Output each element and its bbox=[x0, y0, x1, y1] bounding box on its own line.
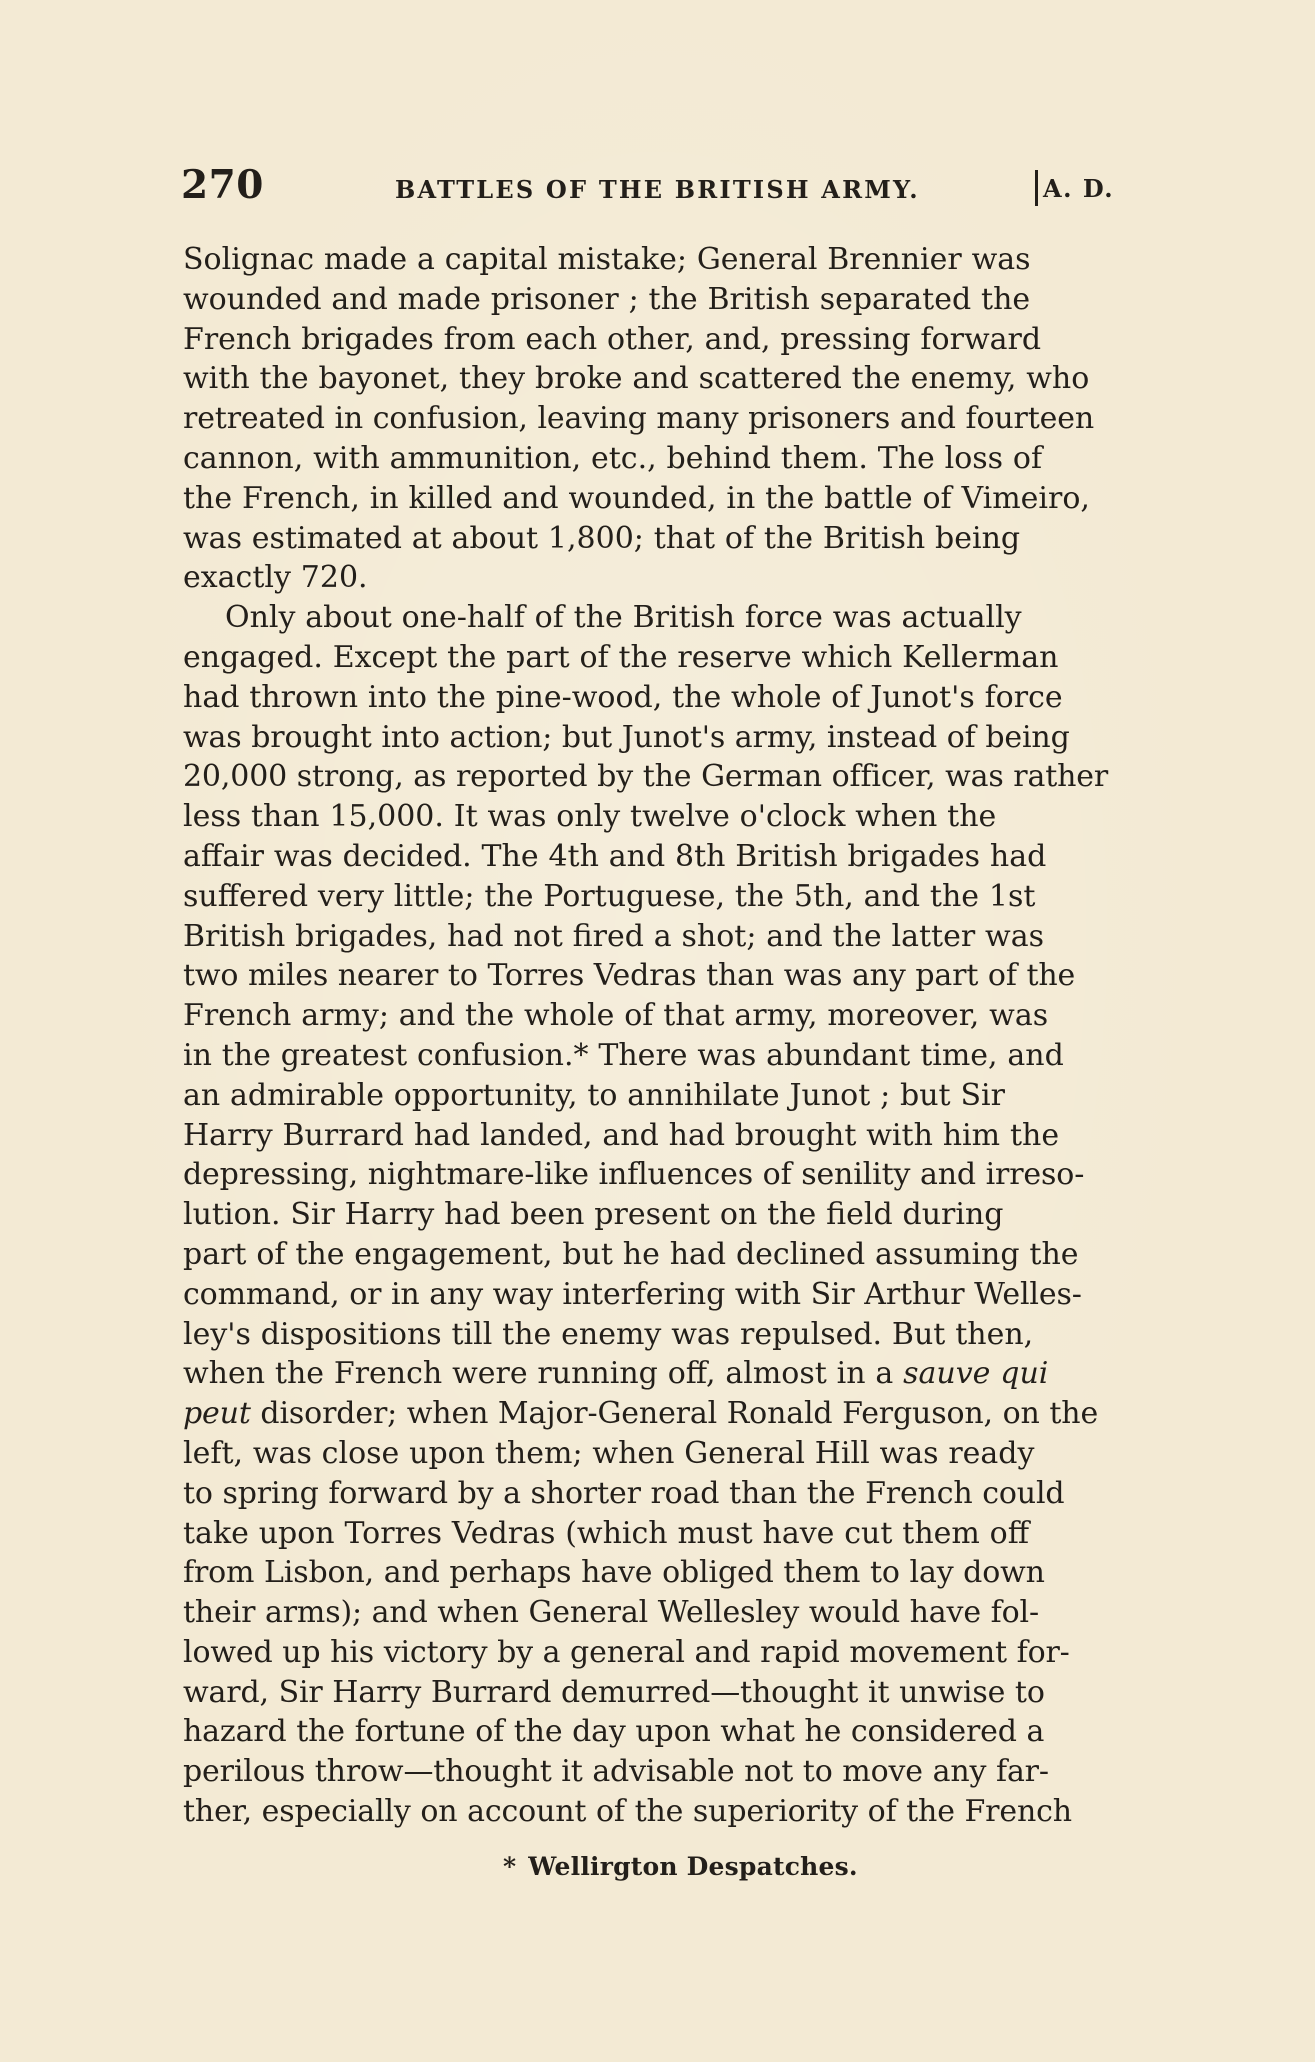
text-line-39: perilous throw—thought it advisable not to move any far- bbox=[183, 1754, 1049, 1790]
text-line-12: had thrown into the pine-wood, the whole of Junot's force bbox=[183, 679, 1063, 715]
text-line-17: suffered very little; the Portuguese, the 5th, and the 1st bbox=[183, 878, 1036, 914]
footnote-text: Wellirgton Despatches. bbox=[528, 1852, 858, 1881]
text-line-37: ward, Sir Harry Burrard demurred—thought it unwise to bbox=[183, 1674, 1045, 1710]
text-line-9: exactly 720. bbox=[183, 560, 368, 596]
text-line-40: ther, especially on account of the superiority of the French bbox=[183, 1794, 1072, 1830]
text-line-6: cannon, with ammunition, etc., behind them. The loss of bbox=[183, 440, 1043, 476]
text-line-26: part of the engagement, but he had declined assuming the bbox=[183, 1236, 1079, 1272]
text-line-7: the French, in killed and wounded, in the battle of Vimeiro, bbox=[183, 480, 1090, 516]
text-line-31: left, was close upon them; when General Hill was ready bbox=[183, 1435, 1035, 1471]
text-line-11: engaged. Except the part of the reserve which Kellerman bbox=[183, 639, 1059, 675]
text-line-16: affair was decided. The 4th and 8th British brigades had bbox=[183, 838, 1047, 874]
text-line-38: hazard the fortune of the day upon what he considered a bbox=[183, 1714, 1045, 1750]
italic-phrase-peut: peut bbox=[183, 1396, 251, 1432]
text-line-36: lowed up his victory by a general and rapid movement for- bbox=[183, 1634, 1070, 1670]
body-text bbox=[183, 240, 1183, 1832]
text-line-5: retreated in confusion, leaving many prisoners and fourteen bbox=[183, 401, 1095, 437]
text-line-29 bbox=[183, 1354, 1183, 1394]
text-line-35: their arms); and when General Wellesley would have fol- bbox=[183, 1595, 1039, 1631]
footnote-marker: * bbox=[503, 1852, 517, 1881]
text-line-23: Harry Burrard had landed, and had brought with him the bbox=[183, 1117, 1060, 1153]
running-title: BATTLES OF THE BRITISH ARMY. bbox=[395, 175, 920, 204]
text-line-34: from Lisbon, and perhaps have obliged them to lay down bbox=[183, 1555, 1045, 1591]
text-line-2: wounded and made prisoner ; the British separated the bbox=[183, 281, 1031, 317]
text-line-21: in the greatest confusion.* There was abundant time, and bbox=[183, 1037, 1064, 1073]
italic-phrase-sauve-qui: sauve qui bbox=[903, 1356, 1049, 1392]
text-line-30-roman: disorder; when Major-General Ronald Ferguson, on the bbox=[250, 1396, 1099, 1432]
text-line-13: was brought into action; but Junot's army, instead of being bbox=[183, 719, 1070, 755]
text-line-20: French army; and the whole of that army, moreover, was bbox=[183, 998, 1049, 1034]
text-line-30 bbox=[183, 1394, 1183, 1434]
text-line-14: 20,000 strong, as reported by the German officer, was rather bbox=[183, 759, 1109, 795]
date-label: A. D. bbox=[1043, 174, 1115, 203]
text-line-4: with the bayonet, they broke and scattered the enemy, who bbox=[183, 361, 1090, 397]
text-line-19: two miles nearer to Torres Vedras than was any part of the bbox=[183, 958, 1076, 994]
text-line-22: an admirable opportunity, to annihilate Junot ; but Sir bbox=[183, 1077, 1005, 1113]
text-line-8: was estimated at about 1,800; that of the British being bbox=[183, 520, 1021, 556]
text-line-18: British brigades, had not fired a shot; and the latter was bbox=[183, 918, 1045, 954]
text-line-28: ley's dispositions till the enemy was repulsed. But then, bbox=[183, 1316, 1034, 1352]
text-line-3: French brigades from each other, and, pressing forward bbox=[183, 321, 1042, 357]
text-line-24: depressing, nightmare-like influences of senility and irreso- bbox=[183, 1157, 1085, 1193]
text-line-10: Only about one-half of the British force was actually bbox=[225, 600, 1022, 636]
text-line-32: to spring forward by a shorter road than the French could bbox=[183, 1475, 1065, 1511]
page-header bbox=[181, 162, 1187, 216]
text-line-33: take upon Torres Vedras (which must have cut them off bbox=[183, 1515, 1030, 1551]
text-line-1: Solignac made a capital mistake; General Brennier was bbox=[183, 242, 1031, 277]
text-line-27: command, or in any way interfering with Sir Arthur Welles- bbox=[183, 1276, 1082, 1312]
page-number: 270 bbox=[181, 162, 264, 208]
text-line-25: lution. Sir Harry had been present on the field during bbox=[183, 1197, 1004, 1233]
header-bracket-rule bbox=[1035, 170, 1038, 206]
text-line-15: less than 15,000. It was only twelve o'clock when the bbox=[183, 799, 997, 835]
footnote bbox=[503, 1854, 858, 1879]
text-line-29-roman: when the French were running off, almost in a bbox=[183, 1356, 904, 1392]
